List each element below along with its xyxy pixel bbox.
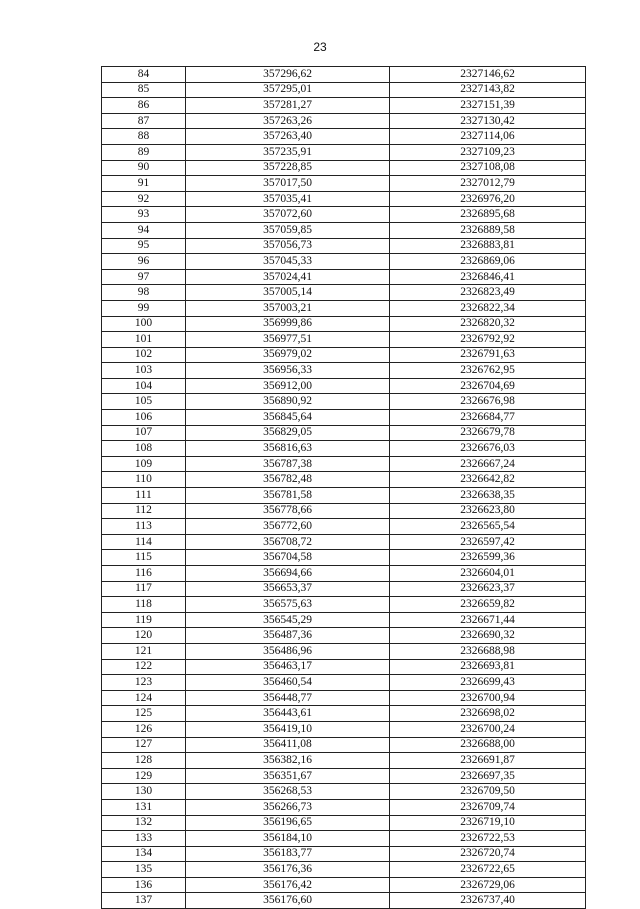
table-row: [102, 472, 586, 488]
x-coordinate-cell: 357228,85: [186, 160, 390, 176]
x-coordinate-cell: 356545,29: [186, 612, 390, 628]
point-number-cell: 95: [102, 238, 186, 254]
table-row: [102, 831, 586, 847]
table-row: [102, 612, 586, 628]
point-number-cell: 88: [102, 129, 186, 145]
y-coordinate-cell: 2326684,77: [390, 410, 586, 426]
x-coordinate-cell: 357056,73: [186, 238, 390, 254]
y-coordinate-cell: 2326690,32: [390, 628, 586, 644]
y-coordinate-cell: 2326699,43: [390, 675, 586, 691]
x-coordinate-cell: 356463,17: [186, 659, 390, 675]
x-coordinate-cell: 356183,77: [186, 846, 390, 862]
point-number-cell: 116: [102, 566, 186, 582]
point-number-cell: 89: [102, 144, 186, 160]
x-coordinate-cell: 356176,60: [186, 893, 390, 909]
y-coordinate-cell: 2326700,94: [390, 690, 586, 706]
x-coordinate-cell: 356411,08: [186, 737, 390, 753]
y-coordinate-cell: 2326729,06: [390, 877, 586, 893]
y-coordinate-cell: 2326791,63: [390, 347, 586, 363]
table-row: [102, 519, 586, 535]
x-coordinate-cell: 356829,05: [186, 425, 390, 441]
x-coordinate-cell: 356575,63: [186, 597, 390, 613]
table-row: [102, 643, 586, 659]
x-coordinate-cell: 356704,58: [186, 550, 390, 566]
point-number-cell: 125: [102, 706, 186, 722]
x-coordinate-cell: 357072,60: [186, 207, 390, 223]
point-number-cell: 127: [102, 737, 186, 753]
point-number-cell: 102: [102, 347, 186, 363]
table-row: [102, 113, 586, 129]
x-coordinate-cell: 356782,48: [186, 472, 390, 488]
y-coordinate-cell: 2326676,03: [390, 441, 586, 457]
x-coordinate-cell: 356419,10: [186, 721, 390, 737]
y-coordinate-cell: 2326709,74: [390, 799, 586, 815]
point-number-cell: 97: [102, 269, 186, 285]
coordinates-table: [101, 66, 586, 909]
table-row: [102, 675, 586, 691]
table-row: [102, 628, 586, 644]
x-coordinate-cell: 357295,01: [186, 82, 390, 98]
y-coordinate-cell: 2326623,37: [390, 581, 586, 597]
y-coordinate-cell: 2326691,87: [390, 753, 586, 769]
y-coordinate-cell: 2326822,34: [390, 300, 586, 316]
point-number-cell: 104: [102, 378, 186, 394]
x-coordinate-cell: 356448,77: [186, 690, 390, 706]
point-number-cell: 126: [102, 721, 186, 737]
y-coordinate-cell: 2326642,82: [390, 472, 586, 488]
x-coordinate-cell: 356268,53: [186, 784, 390, 800]
table-row: [102, 254, 586, 270]
table-row: [102, 893, 586, 909]
x-coordinate-cell: 357263,40: [186, 129, 390, 145]
x-coordinate-cell: 357281,27: [186, 98, 390, 114]
x-coordinate-cell: 357045,33: [186, 254, 390, 270]
table-row: [102, 332, 586, 348]
table-row: [102, 753, 586, 769]
y-coordinate-cell: 2327130,42: [390, 113, 586, 129]
y-coordinate-cell: 2326869,06: [390, 254, 586, 270]
y-coordinate-cell: 2327012,79: [390, 176, 586, 192]
y-coordinate-cell: 2326895,68: [390, 207, 586, 223]
point-number-cell: 110: [102, 472, 186, 488]
y-coordinate-cell: 2326667,24: [390, 456, 586, 472]
table-row: [102, 581, 586, 597]
y-coordinate-cell: 2326623,80: [390, 503, 586, 519]
point-number-cell: 117: [102, 581, 186, 597]
table-row: [102, 721, 586, 737]
y-coordinate-cell: 2327146,62: [390, 67, 586, 83]
point-number-cell: 119: [102, 612, 186, 628]
table-row: [102, 534, 586, 550]
point-number-cell: 128: [102, 753, 186, 769]
point-number-cell: 137: [102, 893, 186, 909]
table-row: [102, 737, 586, 753]
y-coordinate-cell: 2326700,24: [390, 721, 586, 737]
point-number-cell: 120: [102, 628, 186, 644]
table-row: [102, 207, 586, 223]
point-number-cell: 115: [102, 550, 186, 566]
point-number-cell: 86: [102, 98, 186, 114]
x-coordinate-cell: 356176,42: [186, 877, 390, 893]
table-row: [102, 300, 586, 316]
table-row: [102, 659, 586, 675]
x-coordinate-cell: 357235,91: [186, 144, 390, 160]
point-number-cell: 107: [102, 425, 186, 441]
x-coordinate-cell: 356382,16: [186, 753, 390, 769]
page-number: 23: [313, 40, 327, 54]
table-row: [102, 846, 586, 862]
x-coordinate-cell: 356653,37: [186, 581, 390, 597]
point-number-cell: 122: [102, 659, 186, 675]
y-coordinate-cell: 2326722,65: [390, 862, 586, 878]
table-row: [102, 566, 586, 582]
point-number-cell: 84: [102, 67, 186, 83]
table-row: [102, 160, 586, 176]
y-coordinate-cell: 2326688,00: [390, 737, 586, 753]
table-row: [102, 503, 586, 519]
table-row: [102, 316, 586, 332]
table-row: [102, 441, 586, 457]
x-coordinate-cell: 356999,86: [186, 316, 390, 332]
x-coordinate-cell: 356977,51: [186, 332, 390, 348]
x-coordinate-cell: 356266,73: [186, 799, 390, 815]
point-number-cell: 96: [102, 254, 186, 270]
y-coordinate-cell: 2326846,41: [390, 269, 586, 285]
y-coordinate-cell: 2326889,58: [390, 222, 586, 238]
point-number-cell: 132: [102, 815, 186, 831]
x-coordinate-cell: 356778,66: [186, 503, 390, 519]
table-row: [102, 222, 586, 238]
y-coordinate-cell: 2326693,81: [390, 659, 586, 675]
y-coordinate-cell: 2326688,98: [390, 643, 586, 659]
x-coordinate-cell: 357263,26: [186, 113, 390, 129]
table-row: [102, 550, 586, 566]
table-row: [102, 82, 586, 98]
y-coordinate-cell: 2326604,01: [390, 566, 586, 582]
table-row: [102, 425, 586, 441]
table-row: [102, 363, 586, 379]
table-row: [102, 269, 586, 285]
x-coordinate-cell: 356845,64: [186, 410, 390, 426]
table-row: [102, 144, 586, 160]
table-row: [102, 238, 586, 254]
table-row: [102, 67, 586, 83]
y-coordinate-cell: 2326720,74: [390, 846, 586, 862]
x-coordinate-cell: 356979,02: [186, 347, 390, 363]
point-number-cell: 92: [102, 191, 186, 207]
point-number-cell: 103: [102, 363, 186, 379]
x-coordinate-cell: 356787,38: [186, 456, 390, 472]
table-row: [102, 456, 586, 472]
x-coordinate-cell: 357024,41: [186, 269, 390, 285]
y-coordinate-cell: 2327143,82: [390, 82, 586, 98]
table-row: [102, 784, 586, 800]
table-row: [102, 394, 586, 410]
table-row: [102, 799, 586, 815]
y-coordinate-cell: 2326676,98: [390, 394, 586, 410]
x-coordinate-cell: 357035,41: [186, 191, 390, 207]
point-number-cell: 134: [102, 846, 186, 862]
point-number-cell: 98: [102, 285, 186, 301]
y-coordinate-cell: 2326565,54: [390, 519, 586, 535]
x-coordinate-cell: 356176,36: [186, 862, 390, 878]
table-row: [102, 597, 586, 613]
point-number-cell: 131: [102, 799, 186, 815]
y-coordinate-cell: 2326638,35: [390, 488, 586, 504]
point-number-cell: 113: [102, 519, 186, 535]
point-number-cell: 130: [102, 784, 186, 800]
y-coordinate-cell: 2326697,35: [390, 768, 586, 784]
point-number-cell: 135: [102, 862, 186, 878]
x-coordinate-cell: 357003,21: [186, 300, 390, 316]
y-coordinate-cell: 2327109,23: [390, 144, 586, 160]
point-number-cell: 118: [102, 597, 186, 613]
point-number-cell: 111: [102, 488, 186, 504]
y-coordinate-cell: 2326698,02: [390, 706, 586, 722]
x-coordinate-cell: 356443,61: [186, 706, 390, 722]
y-coordinate-cell: 2326976,20: [390, 191, 586, 207]
table-row: [102, 129, 586, 145]
x-coordinate-cell: 356956,33: [186, 363, 390, 379]
y-coordinate-cell: 2327108,08: [390, 160, 586, 176]
point-number-cell: 85: [102, 82, 186, 98]
x-coordinate-cell: 356694,66: [186, 566, 390, 582]
table-row: [102, 690, 586, 706]
table-row: [102, 706, 586, 722]
point-number-cell: 109: [102, 456, 186, 472]
x-coordinate-cell: 356487,36: [186, 628, 390, 644]
x-coordinate-cell: 356781,58: [186, 488, 390, 504]
table-row: [102, 191, 586, 207]
x-coordinate-cell: 356184,10: [186, 831, 390, 847]
x-coordinate-cell: 357005,14: [186, 285, 390, 301]
y-coordinate-cell: 2326599,36: [390, 550, 586, 566]
table-row: [102, 815, 586, 831]
y-coordinate-cell: 2326709,50: [390, 784, 586, 800]
y-coordinate-cell: 2326719,10: [390, 815, 586, 831]
point-number-cell: 94: [102, 222, 186, 238]
point-number-cell: 93: [102, 207, 186, 223]
x-coordinate-cell: 356460,54: [186, 675, 390, 691]
point-number-cell: 91: [102, 176, 186, 192]
point-number-cell: 129: [102, 768, 186, 784]
y-coordinate-cell: 2326820,32: [390, 316, 586, 332]
x-coordinate-cell: 357059,85: [186, 222, 390, 238]
y-coordinate-cell: 2326883,81: [390, 238, 586, 254]
table-row: [102, 285, 586, 301]
table-row: [102, 378, 586, 394]
point-number-cell: 121: [102, 643, 186, 659]
x-coordinate-cell: 356708,72: [186, 534, 390, 550]
point-number-cell: 100: [102, 316, 186, 332]
y-coordinate-cell: 2326762,95: [390, 363, 586, 379]
point-number-cell: 123: [102, 675, 186, 691]
table-row: [102, 768, 586, 784]
y-coordinate-cell: 2327151,39: [390, 98, 586, 114]
point-number-cell: 106: [102, 410, 186, 426]
x-coordinate-cell: 356816,63: [186, 441, 390, 457]
table-row: [102, 862, 586, 878]
y-coordinate-cell: 2326597,42: [390, 534, 586, 550]
x-coordinate-cell: 356486,96: [186, 643, 390, 659]
table-row: [102, 488, 586, 504]
y-coordinate-cell: 2327114,06: [390, 129, 586, 145]
table-row: [102, 176, 586, 192]
y-coordinate-cell: 2326823,49: [390, 285, 586, 301]
point-number-cell: 114: [102, 534, 186, 550]
table-row: [102, 877, 586, 893]
table-row: [102, 410, 586, 426]
table-row: [102, 347, 586, 363]
point-number-cell: 124: [102, 690, 186, 706]
y-coordinate-cell: 2326679,78: [390, 425, 586, 441]
coordinates-table-body: [102, 67, 586, 909]
point-number-cell: 112: [102, 503, 186, 519]
x-coordinate-cell: 356772,60: [186, 519, 390, 535]
y-coordinate-cell: 2326671,44: [390, 612, 586, 628]
table-row: [102, 98, 586, 114]
x-coordinate-cell: 357296,62: [186, 67, 390, 83]
point-number-cell: 90: [102, 160, 186, 176]
x-coordinate-cell: 356351,67: [186, 768, 390, 784]
point-number-cell: 101: [102, 332, 186, 348]
point-number-cell: 87: [102, 113, 186, 129]
x-coordinate-cell: 356196,65: [186, 815, 390, 831]
y-coordinate-cell: 2326792,92: [390, 332, 586, 348]
x-coordinate-cell: 356912,00: [186, 378, 390, 394]
y-coordinate-cell: 2326722,53: [390, 831, 586, 847]
point-number-cell: 105: [102, 394, 186, 410]
x-coordinate-cell: 356890,92: [186, 394, 390, 410]
x-coordinate-cell: 357017,50: [186, 176, 390, 192]
point-number-cell: 99: [102, 300, 186, 316]
point-number-cell: 108: [102, 441, 186, 457]
y-coordinate-cell: 2326659,82: [390, 597, 586, 613]
point-number-cell: 136: [102, 877, 186, 893]
point-number-cell: 133: [102, 831, 186, 847]
y-coordinate-cell: 2326704,69: [390, 378, 586, 394]
y-coordinate-cell: 2326737,40: [390, 893, 586, 909]
